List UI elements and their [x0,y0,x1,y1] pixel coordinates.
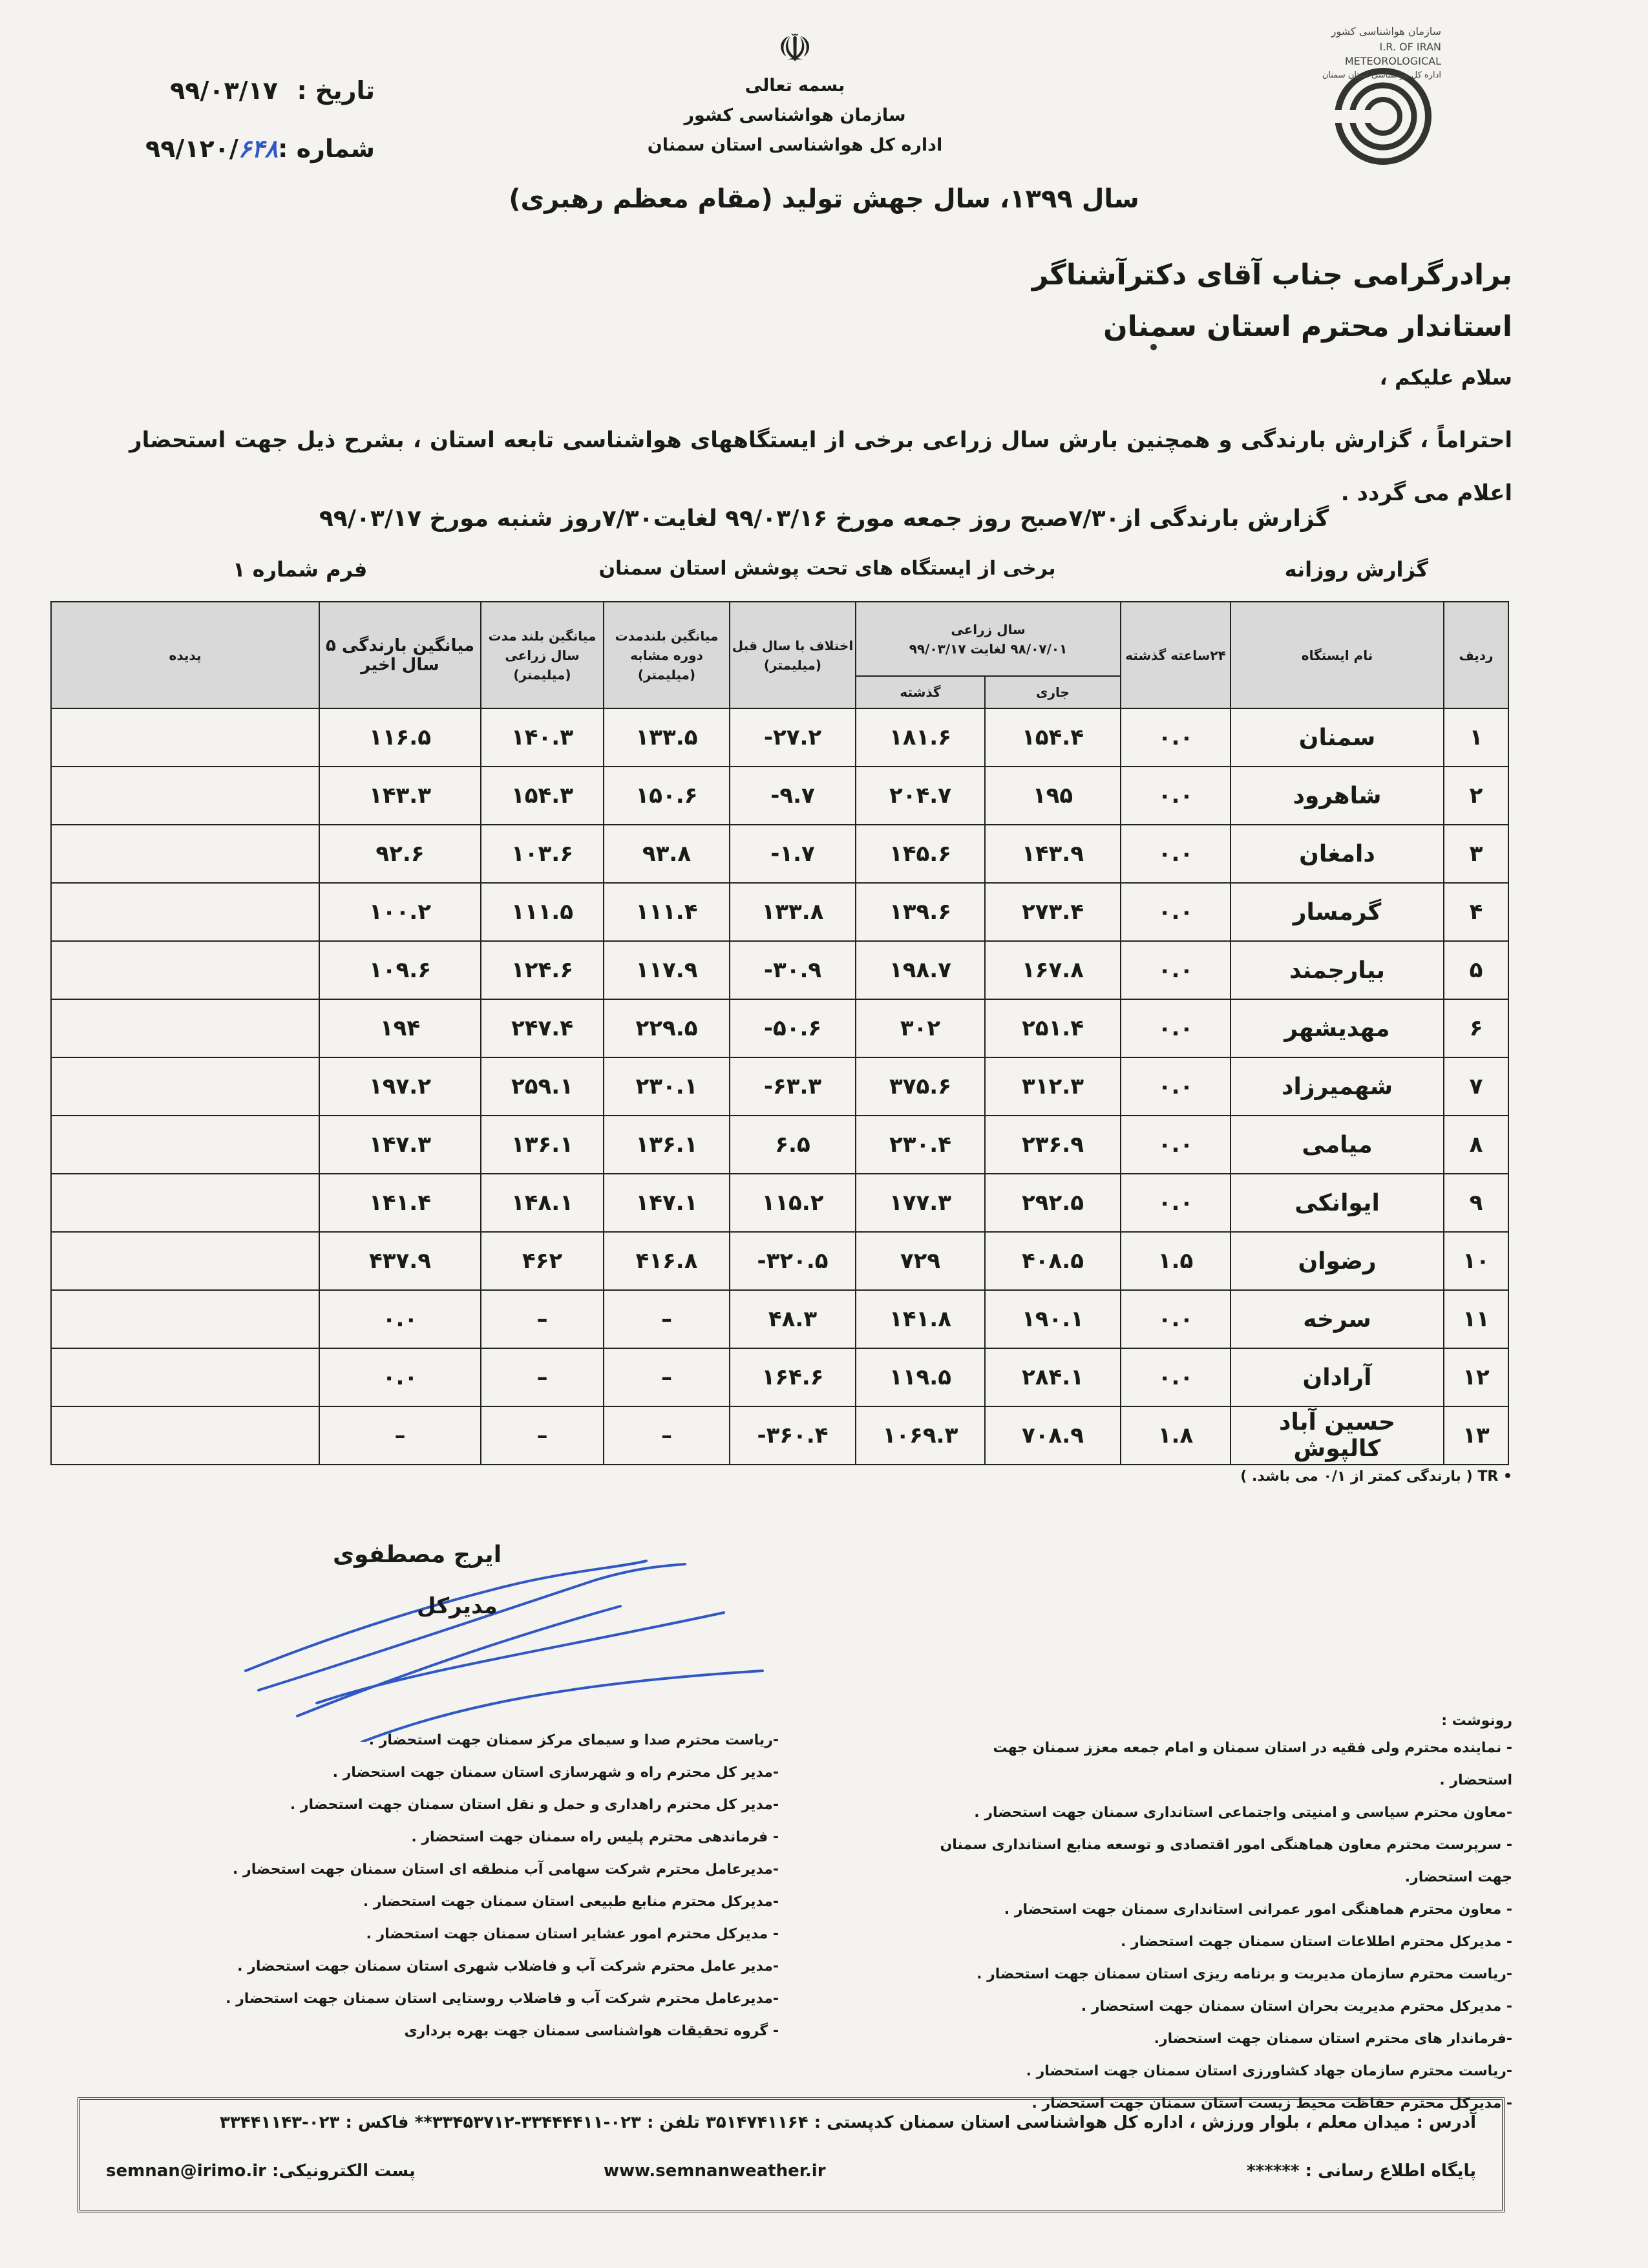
table-row [51,1348,1508,1406]
longterm-period: ۲۲۹.۵ [604,999,730,1057]
station-name: شهمیرزاد [1231,1057,1444,1116]
logo-text-en1: I.R. OF IRAN [1379,41,1441,53]
crop-past: ۱۱۹.۵ [856,1348,985,1406]
diff-prev-year: ۶.۵ [730,1116,856,1174]
longterm-period: ۴۱۶.۸ [604,1232,730,1290]
diff-prev-year: -۳۲۰.۵ [730,1232,856,1290]
logo-text-en2: METEOROLOGICAL [1344,55,1441,67]
cc-item: -مدیرکل محترم منابع طبیعی استان سمنان جهت استحضار . [363,1894,779,1910]
crop-past: ۱۷۷.۳ [856,1174,985,1232]
longterm-period: – [604,1348,730,1406]
avg-5yr: ۴۳۷.۹ [319,1232,481,1290]
table-row [51,1174,1508,1232]
cc-item: -مدیر کل محترم راهداری و حمل و نقل استان سمنان جهت استحضار . [290,1797,779,1813]
phenomenon [51,883,319,941]
letter-body: احتراماً ، گزارش بارندگی و همچنین بارش سال زراعی برخی از ایستگاههای هواشناسی تابعه استان ، بشرح ذیل جهت استحضار اعلام می گردد . [129,427,1512,506]
report-title: گزارش بارندگی از۷/۳۰صبح روز جمعه مورخ ۹۹/۰۳/۱۶ لغایت۷/۳۰روز شنبه مورخ ۹۹/۰۳/۱۷ [319,505,1329,532]
cc-item: - مدیرکل محترم اطلاعات استان سمنان جهت استحضار . [1121,1934,1512,1950]
rain-24h: ۰.۰ [1121,1116,1231,1174]
diff-prev-year: -۶۳.۳ [730,1057,856,1116]
avg-5yr: ۱۹۴ [319,999,481,1057]
row-number: ۲ [1444,767,1508,825]
row-number: ۳ [1444,825,1508,883]
station-name: شاهرود [1231,767,1444,825]
table-row [51,708,1508,767]
cc-heading: رونوشت : [1441,1713,1512,1729]
longterm-period: – [604,1406,730,1465]
longterm-period: ۲۳۰.۱ [604,1057,730,1116]
header-long-year: میانگین بلند مدت سال زراعی (میلیمتر) [481,602,604,708]
handwritten-signature [233,1548,801,1742]
longterm-period: ۹۳.۸ [604,825,730,883]
letterhead [614,26,976,160]
footer-email[interactable]: پست الکترونیکی: semnan@irimo.ir [106,2161,416,2181]
station-name: رضوان [1231,1232,1444,1290]
crop-past: ۲۰۴.۷ [856,767,985,825]
crop-past: ۱۴۱.۸ [856,1290,985,1348]
crop-past: ۷۲۹ [856,1232,985,1290]
crop-current: ۲۷۳.۴ [985,883,1121,941]
row-number: ۱۳ [1444,1406,1508,1465]
signatory-name: ایرج مصطفوی [333,1542,502,1568]
number-handwritten: ۶۴۸ [238,134,278,163]
diff-prev-year: -۹.۷ [730,767,856,825]
rain-24h: ۰.۰ [1121,825,1231,883]
cc-list-right [931,1732,1512,2120]
rain-24h: ۱.۸ [1121,1406,1231,1465]
table-row [51,883,1508,941]
number-row [90,120,375,178]
longterm-period: ۱۳۶.۱ [604,1116,730,1174]
cc-item: - معاون محترم هماهنگی امور عمرانی استانداری سمنان جهت استحضار . [1004,1902,1512,1918]
row-number: ۶ [1444,999,1508,1057]
cc-item: -ریاست محترم صدا و سیمای مرکز سمنان جهت استحضار . [368,1732,779,1748]
longterm-year: ۱۲۴.۶ [481,941,604,999]
crop-past: ۱۸۱.۶ [856,708,985,767]
cc-item: - گروه تحقیقات هواشناسی سمنان جهت بهره برداری [404,2023,779,2039]
crop-past: ۳۷۵.۶ [856,1057,985,1116]
header-station: نام ایستگاه [1231,602,1444,708]
greeting: سلام علیکم ، [1379,365,1512,390]
rain-24h: ۰.۰ [1121,1174,1231,1232]
letter-meta [90,61,375,178]
header-long-period: میانگین بلندمدت دوره مشابه (میلیمتر) [604,602,730,708]
row-number: ۱ [1444,708,1508,767]
table-row [51,1232,1508,1290]
rain-24h: ۰.۰ [1121,1348,1231,1406]
date-label: تاریخ : [297,76,375,105]
phenomenon [51,941,319,999]
longterm-period: ۱۵۰.۶ [604,767,730,825]
cc-item: -مدیرعامل محترم شرکت آب و فاضلاب روستایی استان سمنان جهت استحضار . [226,1991,779,2007]
avg-5yr: ۱۴۱.۴ [319,1174,481,1232]
rain-24h: ۰.۰ [1121,767,1231,825]
cc-item: - نماینده محترم ولی فقیه در استان سمنان و امام جمعه معزز سمنان جهت استحضار . [993,1740,1512,1788]
phenomenon [51,1406,319,1465]
avg-5yr: ۱۰۹.۶ [319,941,481,999]
trace-note: • TR ( بارندگی کمتر از ۰/۱ می باشد. ) [1240,1468,1512,1485]
header-current: جاری [985,676,1121,708]
longterm-period: ۱۱۷.۹ [604,941,730,999]
station-name: گرمسار [1231,883,1444,941]
year-slogan: سال ۱۳۹۹، سال جهش تولید (مقام معظم رهبری) [509,184,1139,214]
addressee-title: استاندار محترم استان سمنان [1103,310,1512,343]
cc-item: -فرماندار های محترم استان سمنان جهت استحضار. [1154,2031,1512,2047]
cc-item: -مدیر عامل محترم شرکت آب و فاضلاب شهری استان سمنان جهت استحضار . [237,1958,779,1975]
header-24h: ۲۴ساعته گذشته [1121,602,1231,708]
avg-5yr: ۱۹۷.۲ [319,1057,481,1116]
cc-list-left [171,1724,779,2048]
station-name: ایوانکی [1231,1174,1444,1232]
addressee: برادرگرامی جناب آقای دکترآشناگر [1031,259,1512,291]
signatory-title: مدیرکل [417,1593,498,1619]
crop-current: ۱۹۵ [985,767,1121,825]
longterm-period: ۱۱۱.۴ [604,883,730,941]
crop-current: ۳۱۲.۳ [985,1057,1121,1116]
report-subtitle: برخی از ایستگاه های تحت پوشش استان سمنان [598,557,1056,580]
cc-item: - مدیرکل محترم حفاظت محیط زیست استان سمنان جهت استحضار . [1031,2095,1512,2112]
organization-name: سازمان هواشناسی کشور [684,105,906,125]
crop-current: ۴۰۸.۵ [985,1232,1121,1290]
table-row [51,1406,1508,1465]
rain-24h: ۰.۰ [1121,999,1231,1057]
station-name: بیارجمند [1231,941,1444,999]
cc-item: - سرپرست محترم معاون هماهنگی امور اقتصادی و توسعه منابع استانداری سمنان جهت استحضار. [940,1837,1512,1885]
table-row [51,825,1508,883]
row-number: ۷ [1444,1057,1508,1116]
row-number: ۱۰ [1444,1232,1508,1290]
rain-24h: ۱.۵ [1121,1232,1231,1290]
crop-current: ۱۵۴.۴ [985,708,1121,767]
cc-item: -مدیرعامل محترم شرکت سهامی آب منطقه ای استان سمنان جهت استحضار . [233,1861,779,1878]
crop-current: ۷۰۸.۹ [985,1406,1121,1465]
longterm-year: ۲۵۹.۱ [481,1057,604,1116]
table-row [51,767,1508,825]
station-name: حسین آباد کالپوش [1231,1406,1444,1465]
header-diff: اختلاف با سال قبل (میلیمتر) [730,602,856,708]
diff-prev-year: -۱.۷ [730,825,856,883]
avg-5yr: ۱۱۶.۵ [319,708,481,767]
station-name: آرادان [1231,1348,1444,1406]
longterm-year: ۱۴۸.۱ [481,1174,604,1232]
crop-current: ۱۹۰.۱ [985,1290,1121,1348]
table-row [51,1116,1508,1174]
header-avg5: میانگین بارندگی ۵ سال اخیر [319,602,481,708]
rainfall-table [50,601,1508,1461]
header-row: ردیف [1444,602,1508,708]
row-number: ۱۱ [1444,1290,1508,1348]
longterm-year: ۱۰۳.۶ [481,825,604,883]
footer-info-label: پایگاه اطلاع رسانی : ****** [1247,2161,1476,2181]
diff-prev-year: ۴۸.۳ [730,1290,856,1348]
phenomenon [51,767,319,825]
form-number: فرم شماره ۱ [233,557,368,582]
longterm-year: – [481,1348,604,1406]
rain-24h: ۰.۰ [1121,883,1231,941]
crop-current: ۲۸۴.۱ [985,1348,1121,1406]
header-crop-year [856,602,1121,676]
table-row [51,1290,1508,1348]
phenomenon [51,825,319,883]
rain-24h: ۰.۰ [1121,941,1231,999]
phenomenon [51,1057,319,1116]
cc-item: -ریاست محترم سازمان مدیریت و برنامه ریزی استان سمنان جهت استحضار . [977,1966,1512,1982]
avg-5yr: – [319,1406,481,1465]
logo-text-fa2: اداره کل هواشناسی استان سمنان [1322,70,1441,80]
longterm-year: ۲۴۷.۴ [481,999,604,1057]
diff-prev-year: -۵۰.۶ [730,999,856,1057]
cc-item: - مدیرکل محترم امور عشایر استان سمنان جهت استحضار . [366,1926,779,1942]
diff-prev-year: ۱۱۵.۲ [730,1174,856,1232]
rain-24h: ۰.۰ [1121,1057,1231,1116]
header-crop-year-label: سال زراعی [951,621,1026,637]
phenomenon [51,1348,319,1406]
row-number: ۹ [1444,1174,1508,1232]
station-name: میامی [1231,1116,1444,1174]
row-number: ۴ [1444,883,1508,941]
date-row [90,61,375,120]
crop-current: ۲۳۶.۹ [985,1116,1121,1174]
header-crop-year-range: ۹۸/۰۷/۰۱ لغایت ۹۹/۰۳/۱۷ [909,641,1068,657]
row-number: ۵ [1444,941,1508,999]
crop-past: ۱۴۵.۶ [856,825,985,883]
table-row [51,941,1508,999]
avg-5yr: ۱۴۷.۳ [319,1116,481,1174]
date-value: ۹۹/۰۳/۱۷ [170,76,278,105]
daily-report-label: گزارش روزانه [1284,557,1428,582]
basmala: بسمه تعالی [745,76,845,96]
phenomenon [51,1232,319,1290]
footer-website[interactable]: www.semnanweather.ir [604,2161,826,2181]
diff-prev-year: -۳۶۰.۴ [730,1406,856,1465]
station-name: دامغان [1231,825,1444,883]
longterm-year: ۱۳۶.۱ [481,1116,604,1174]
longterm-period: ۱۳۳.۵ [604,708,730,767]
header-past: گذشته [856,676,985,708]
rain-24h: ۰.۰ [1121,1290,1231,1348]
phenomenon [51,708,319,767]
logo-text-fa: سازمان هواشناسی کشور [1331,25,1441,37]
iran-emblem-icon: ☫ [777,26,812,71]
station-name: سرخه [1231,1290,1444,1348]
number-label: شماره : [278,134,375,163]
longterm-period: ۱۴۷.۱ [604,1174,730,1232]
phenomenon [51,1116,319,1174]
rain-24h: ۰.۰ [1121,708,1231,767]
longterm-year: – [481,1290,604,1348]
phenomenon [51,999,319,1057]
rainfall-table-body [51,708,1508,1465]
table-row [51,999,1508,1057]
diff-prev-year: -۳۰.۹ [730,941,856,999]
footer-address: آدرس : میدان معلم ، بلوار ورزش ، اداره کل هواشناسی استان سمنان کدپستی : ۳۵۱۴۷۴۱۱۶۴ تلفن : ۰۲۳-۳۳۴۴۴۴۱۱-۳۳۴۵۳۷۱۲** فاکس : ۰۲۳-۳۳۴۴۱۱۴۳ [220,2113,1476,2132]
avg-5yr: ۱۰۰.۲ [319,883,481,941]
table-row [51,1057,1508,1116]
avg-5yr: ۰.۰ [319,1290,481,1348]
number-value: ۹۹/۱۲۰/ [145,134,238,163]
crop-past: ۳۰۲ [856,999,985,1057]
header-phenomenon: پدیده [51,602,319,708]
ink-dot [1150,344,1157,350]
cc-item: - مدیرکل محترم مدیریت بحران استان سمنان جهت استحضار . [1081,1998,1512,2015]
irimo-logo [1280,19,1448,168]
crop-current: ۲۵۱.۴ [985,999,1121,1057]
phenomenon [51,1290,319,1348]
cc-item: -معاون محترم سیاسی و امنیتی واجتماعی استانداری سمنان جهت استحضار . [974,1805,1512,1821]
longterm-year: – [481,1406,604,1465]
cc-item: - فرماندهی محترم پلیس راه سمنان جهت استحضار . [411,1829,779,1845]
diff-prev-year: ۱۳۳.۸ [730,883,856,941]
longterm-year: ۱۱۱.۵ [481,883,604,941]
station-name: مهدیشهر [1231,999,1444,1057]
crop-past: ۱۹۸.۷ [856,941,985,999]
crop-past: ۱۰۶۹.۳ [856,1406,985,1465]
cc-item: -ریاست محترم سازمان جهاد کشاورزی استان سمنان جهت استحضار . [1026,2063,1512,2079]
crop-current: ۱۶۷.۸ [985,941,1121,999]
crop-current: ۱۴۳.۹ [985,825,1121,883]
longterm-year: ۱۴۰.۳ [481,708,604,767]
row-number: ۱۲ [1444,1348,1508,1406]
avg-5yr: ۰.۰ [319,1348,481,1406]
office-name: اداره کل هواشناسی استان سمنان [647,135,943,155]
crop-past: ۲۳۰.۴ [856,1116,985,1174]
diff-prev-year: ۱۶۴.۶ [730,1348,856,1406]
diff-prev-year: -۲۷.۲ [730,708,856,767]
footer-box [78,2097,1505,2212]
avg-5yr: ۱۴۳.۳ [319,767,481,825]
phenomenon [51,1174,319,1232]
station-name: سمنان [1231,708,1444,767]
longterm-period: – [604,1290,730,1348]
row-number: ۸ [1444,1116,1508,1174]
crop-current: ۲۹۲.۵ [985,1174,1121,1232]
crop-past: ۱۳۹.۶ [856,883,985,941]
longterm-year: ۴۶۲ [481,1232,604,1290]
cc-item: -مدیر کل محترم راه و شهرسازی استان سمنان جهت استحضار . [332,1765,779,1781]
avg-5yr: ۹۲.۶ [319,825,481,883]
longterm-year: ۱۵۴.۳ [481,767,604,825]
